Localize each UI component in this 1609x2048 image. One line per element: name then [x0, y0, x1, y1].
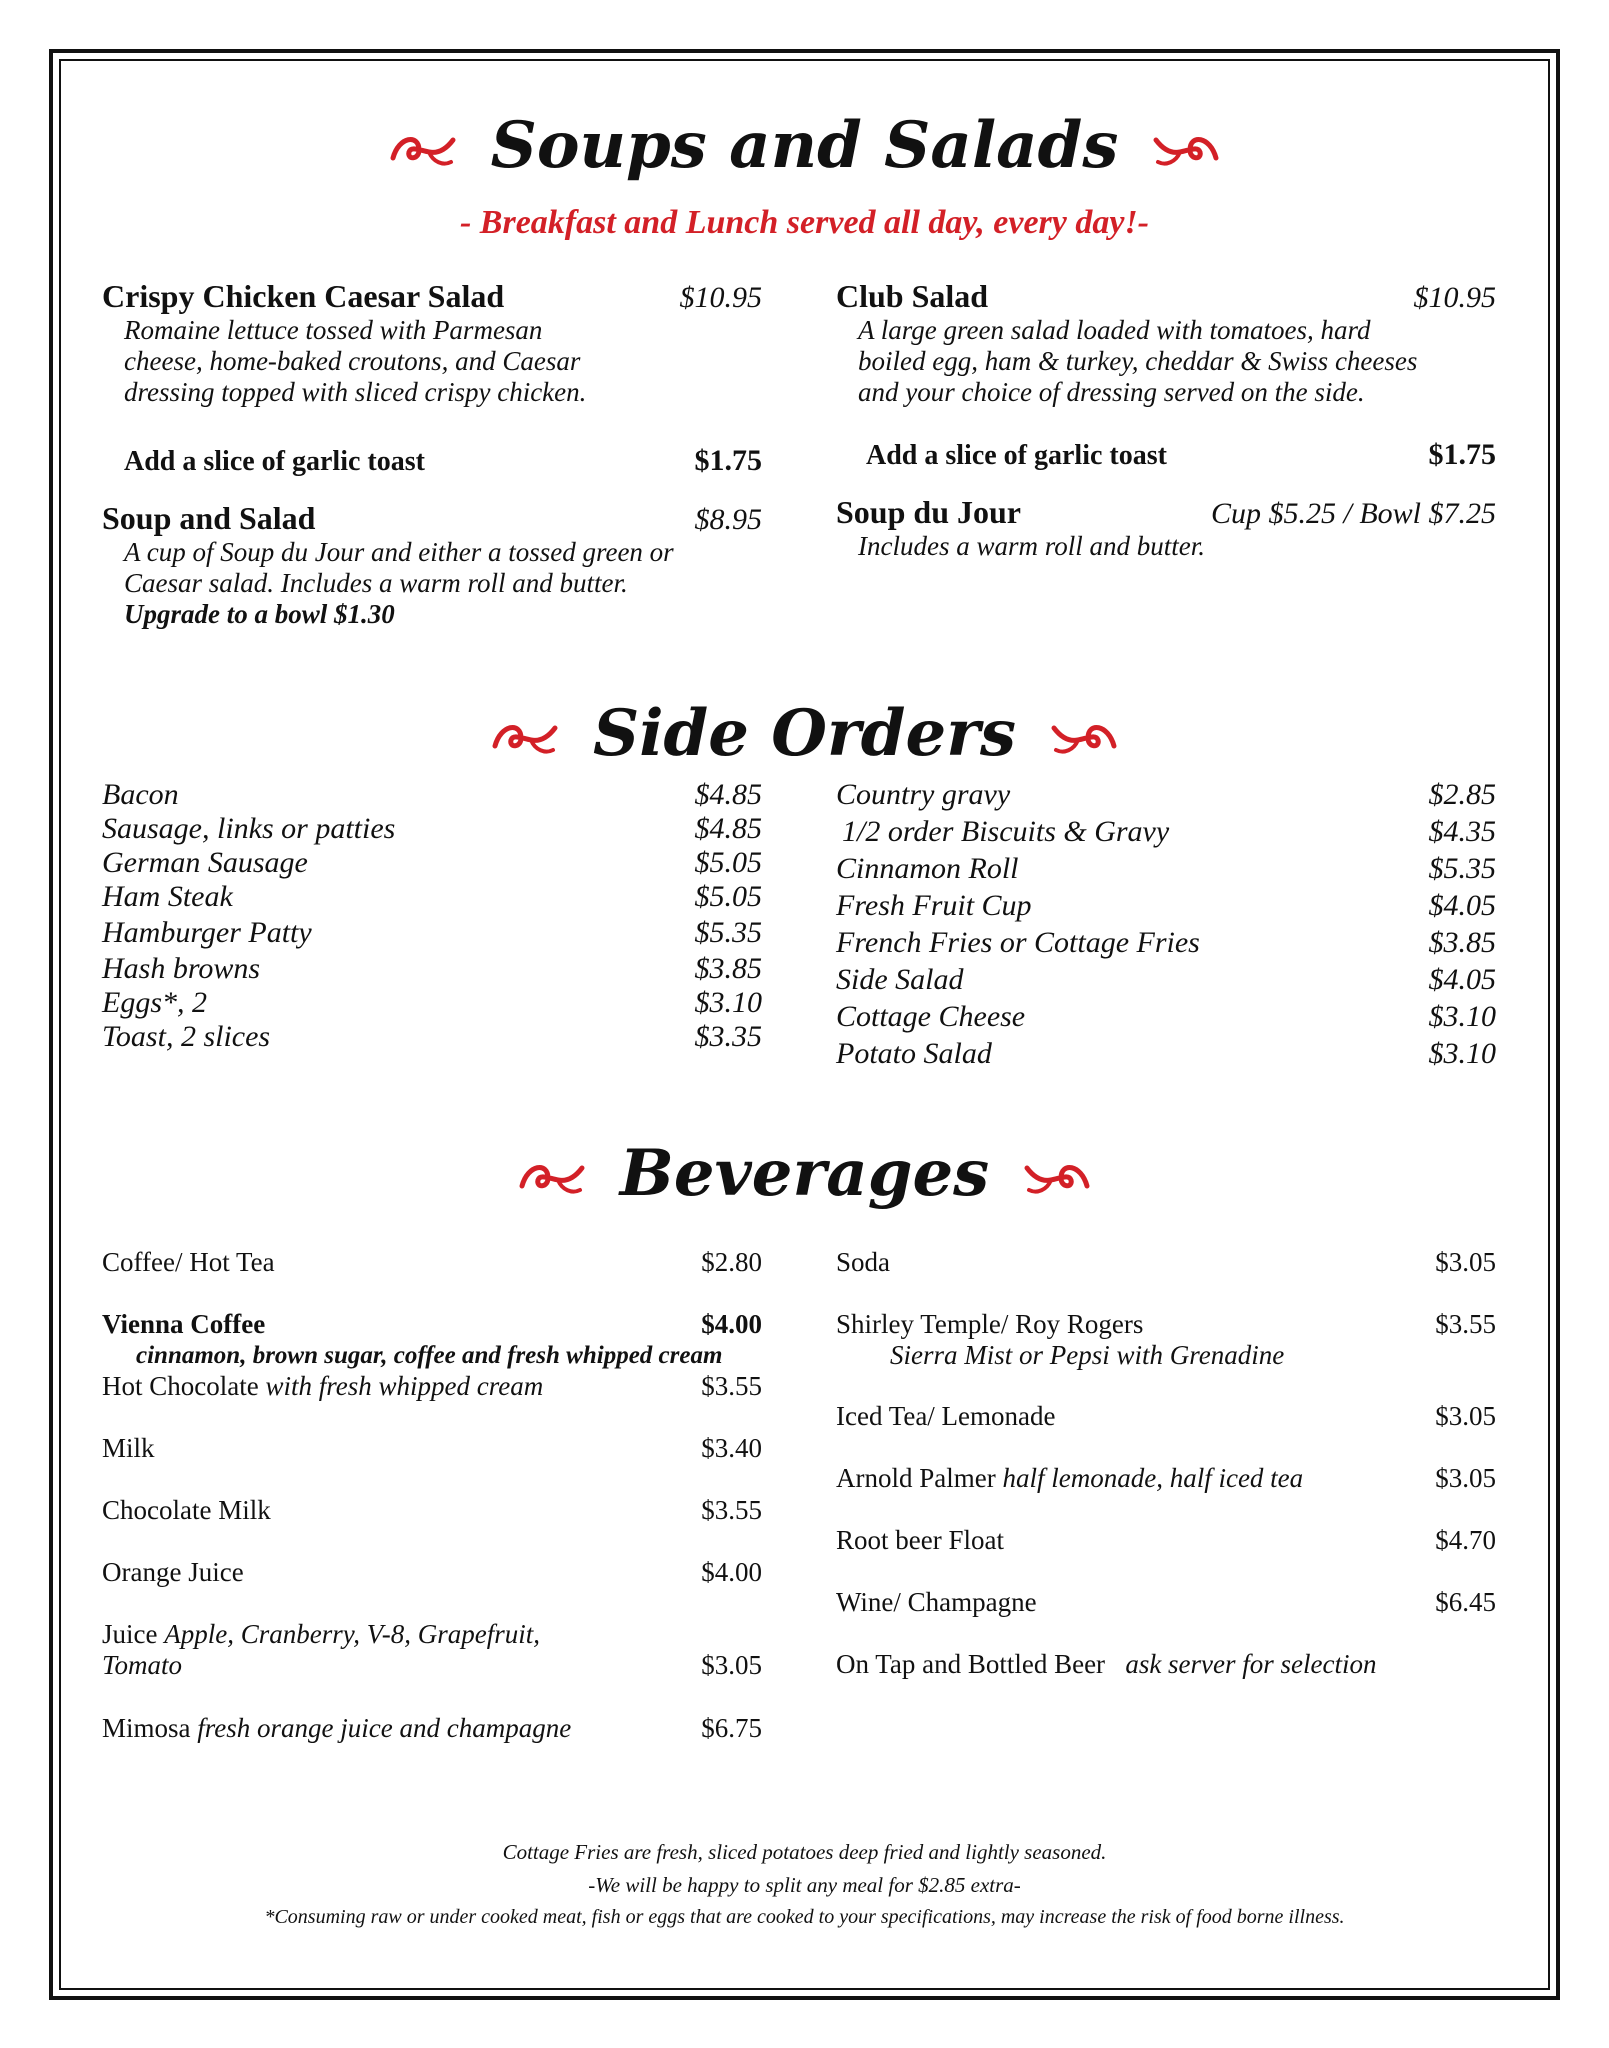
bev-name: Iced Tea/ Lemonade — [836, 1401, 1056, 1431]
menu-item — [836, 278, 1496, 315]
side-price: $4.35 — [1428, 815, 1496, 848]
item-description — [102, 537, 762, 599]
addon-row — [836, 438, 1496, 472]
bev-name: On Tap and Bottled Beer — [836, 1649, 1106, 1679]
list-item — [836, 889, 1496, 926]
list-item — [102, 812, 762, 846]
bev-price: $4.00 — [701, 1557, 762, 1587]
side-price: $3.35 — [694, 1020, 762, 1053]
side-name: Country gravy — [836, 778, 1011, 811]
side-price: $5.35 — [694, 916, 762, 949]
side-name: Eggs*, 2 — [102, 986, 207, 1019]
side-name: Bacon — [102, 778, 179, 811]
desc-line: boiled egg, ham & turkey, cheddar & Swiss cheeses — [858, 346, 1418, 376]
soups-left-column — [102, 278, 762, 630]
list-item — [102, 1713, 762, 1753]
list-item — [836, 926, 1496, 963]
list-item — [836, 1000, 1496, 1037]
list-item — [836, 815, 1496, 852]
bev-note: Apple, Cranberry, V-8, Grapefruit, — [164, 1619, 540, 1649]
side-price: $3.85 — [1428, 926, 1496, 959]
soups-right-column — [836, 278, 1496, 562]
red-scroll-flourish-icon — [1152, 128, 1220, 174]
list-item — [102, 1557, 762, 1619]
red-scroll-flourish-icon — [518, 1156, 586, 1202]
sides-right-list — [836, 778, 1496, 1074]
list-item — [102, 952, 762, 986]
bev-price: $6.45 — [1435, 1587, 1496, 1617]
list-item — [102, 846, 762, 880]
bev-name: Mimosa — [102, 1713, 191, 1743]
beverages-left-column — [102, 1247, 762, 1753]
bev-price: $3.55 — [701, 1371, 762, 1401]
beverages-heading — [0, 1136, 1609, 1211]
side-name: Cinnamon Roll — [836, 852, 1019, 885]
list-item — [836, 963, 1496, 1000]
item-price: Cup $5.25 / Bowl $7.25 — [1210, 497, 1496, 530]
side-price: $4.85 — [694, 812, 762, 845]
side-price: $5.35 — [1428, 852, 1496, 885]
menu-item — [102, 500, 762, 537]
soups-salads-heading — [0, 108, 1609, 183]
list-item — [102, 1247, 762, 1309]
bev-name: Root beer Float — [836, 1525, 1004, 1555]
beverages-right-column — [836, 1247, 1496, 1680]
bev-description: Sierra Mist or Pepsi with Grenadine — [890, 1340, 1285, 1370]
list-item — [102, 1433, 762, 1495]
bev-name: Soda — [836, 1247, 890, 1277]
list-item — [102, 880, 762, 916]
side-name: Fresh Fruit Cup — [836, 889, 1032, 922]
addon-row — [102, 444, 762, 478]
bev-price: $4.00 — [701, 1309, 762, 1339]
bev-price: $3.05 — [1435, 1401, 1496, 1431]
sides-left-list — [102, 778, 762, 1054]
side-name: Potato Salad — [836, 1037, 992, 1070]
item-name: Crispy Chicken Caesar Salad — [102, 278, 505, 314]
side-name: German Sausage — [102, 846, 308, 879]
red-scroll-flourish-icon — [389, 128, 457, 174]
list-item — [836, 1309, 1496, 1401]
item-price: $8.95 — [694, 503, 762, 536]
side-price: $3.10 — [1428, 1037, 1496, 1070]
desc-line: Caesar salad. Includes a warm roll and butter. — [124, 568, 628, 598]
bev-name: Orange Juice — [102, 1557, 244, 1587]
side-orders-title: Side Orders — [593, 696, 1016, 771]
side-name: Hamburger Patty — [102, 916, 312, 949]
list-item — [836, 778, 1496, 815]
desc-line: dressing topped with sliced crispy chicken. — [124, 377, 587, 407]
bev-name: Wine/ Champagne — [836, 1587, 1037, 1617]
item-name: Soup du Jour — [836, 494, 1021, 530]
desc-line: cheese, home-baked croutons, and Caesar — [124, 346, 581, 376]
bev-price: $3.40 — [701, 1433, 762, 1463]
side-name: Sausage, links or patties — [102, 812, 396, 845]
bev-price: $3.05 — [701, 1650, 762, 1680]
bev-name: Chocolate Milk — [102, 1495, 271, 1525]
side-price: $4.85 — [694, 778, 762, 811]
list-item — [102, 1495, 762, 1557]
side-price: $4.05 — [1428, 889, 1496, 922]
desc-line: Romaine lettuce tossed with Parmesan — [124, 315, 543, 345]
addon-label: Add a slice of garlic toast — [124, 446, 425, 477]
red-scroll-flourish-icon — [1023, 1156, 1091, 1202]
side-price: $5.05 — [694, 880, 762, 913]
item-name: Soup and Salad — [102, 500, 316, 536]
side-price: $2.85 — [1428, 778, 1496, 811]
side-name: French Fries or Cottage Fries — [836, 926, 1200, 959]
bev-name: Milk — [102, 1433, 155, 1463]
side-price: $3.10 — [1428, 1000, 1496, 1033]
red-scroll-flourish-icon — [1050, 716, 1118, 762]
list-item — [836, 1037, 1496, 1074]
footnote-cottage-fries: Cottage Fries are fresh, sliced potatoes deep fried and lightly seasoned. — [502, 1840, 1107, 1864]
bev-price: $3.05 — [1435, 1463, 1496, 1493]
soups-salads-title: Soups and Salads — [490, 108, 1119, 183]
beverages-title: Beverages — [619, 1136, 990, 1211]
side-name: Hash browns — [102, 952, 261, 985]
list-item — [102, 1020, 762, 1054]
bev-description: cinnamon, brown sugar, coffee and fresh whipped cream — [136, 1342, 723, 1369]
red-scroll-flourish-icon — [491, 716, 559, 762]
bev-price: $3.55 — [1435, 1309, 1496, 1339]
list-item — [102, 1619, 762, 1713]
bev-note: half lemonade, half iced tea — [1002, 1463, 1304, 1493]
desc-line: A large green salad loaded with tomatoes, hard — [858, 315, 1371, 345]
item-description: Includes a warm roll and butter. — [858, 531, 1205, 561]
side-price: $3.85 — [694, 952, 762, 985]
addon-label: Add a slice of garlic toast — [866, 440, 1167, 471]
bev-name: Shirley Temple/ Roy Rogers — [836, 1309, 1144, 1339]
bev-price: $3.05 — [1435, 1247, 1496, 1277]
bev-price: $4.70 — [1435, 1525, 1496, 1555]
menu-item — [836, 494, 1496, 531]
side-name: 1/2 order Biscuits & Gravy — [842, 815, 1170, 848]
list-item — [102, 778, 762, 812]
bev-name: Hot Chocolate — [102, 1371, 259, 1401]
bev-name: Juice — [102, 1619, 158, 1649]
addon-price: $1.75 — [694, 444, 762, 477]
side-price: $3.10 — [694, 986, 762, 1019]
item-price: $10.95 — [1413, 281, 1496, 314]
item-price: $10.95 — [679, 281, 762, 314]
bev-price: $2.80 — [701, 1247, 762, 1277]
desc-line: and your choice of dressing served on the side. — [858, 377, 1365, 407]
bev-note: fresh orange juice and champagne — [197, 1713, 572, 1743]
bev-note: with fresh whipped cream — [265, 1371, 544, 1401]
footnote-consumer-advisory: *Consuming raw or under cooked meat, fish or eggs that are cooked to your specifications, may increase the risk of food borne illness. — [264, 1906, 1345, 1928]
bev-name: Coffee/ Hot Tea — [102, 1247, 275, 1277]
list-item — [836, 1525, 1496, 1587]
item-name: Club Salad — [836, 278, 989, 314]
bev-note: ask server for selection — [1125, 1649, 1377, 1679]
bev-price: $6.75 — [701, 1713, 762, 1743]
list-item — [102, 916, 762, 952]
bev-name: Vienna Coffee — [102, 1309, 266, 1339]
list-item — [836, 1649, 1496, 1680]
list-item — [102, 1309, 762, 1371]
item-description — [836, 315, 1496, 408]
list-item — [102, 1371, 762, 1433]
side-price: $5.05 — [694, 846, 762, 879]
tagline: - Breakfast and Lunch served all day, every day!- — [459, 204, 1149, 241]
side-orders-heading — [0, 696, 1609, 771]
side-name: Cottage Cheese — [836, 1000, 1026, 1033]
side-price: $4.05 — [1428, 963, 1496, 996]
desc-line: A cup of Soup du Jour and either a tossed green or — [124, 537, 674, 567]
addon-price: $1.75 — [1428, 438, 1496, 471]
list-item — [836, 1247, 1496, 1309]
list-item — [836, 1587, 1496, 1649]
upgrade-note: Upgrade to a bowl $1.30 — [124, 599, 395, 629]
list-item — [836, 1401, 1496, 1463]
list-item — [836, 852, 1496, 889]
list-item — [102, 986, 762, 1020]
bev-price: $3.55 — [701, 1495, 762, 1525]
bev-note: Tomato — [102, 1650, 183, 1680]
list-item — [836, 1463, 1496, 1525]
menu-item — [102, 278, 762, 315]
side-name: Toast, 2 slices — [102, 1020, 271, 1053]
side-name: Side Salad — [836, 963, 964, 996]
bev-name: Arnold Palmer — [836, 1463, 996, 1493]
item-description — [102, 315, 762, 408]
side-name: Ham Steak — [102, 880, 233, 913]
footnote-split-meal: -We will be happy to split any meal for $2.85 extra- — [588, 1873, 1021, 1897]
